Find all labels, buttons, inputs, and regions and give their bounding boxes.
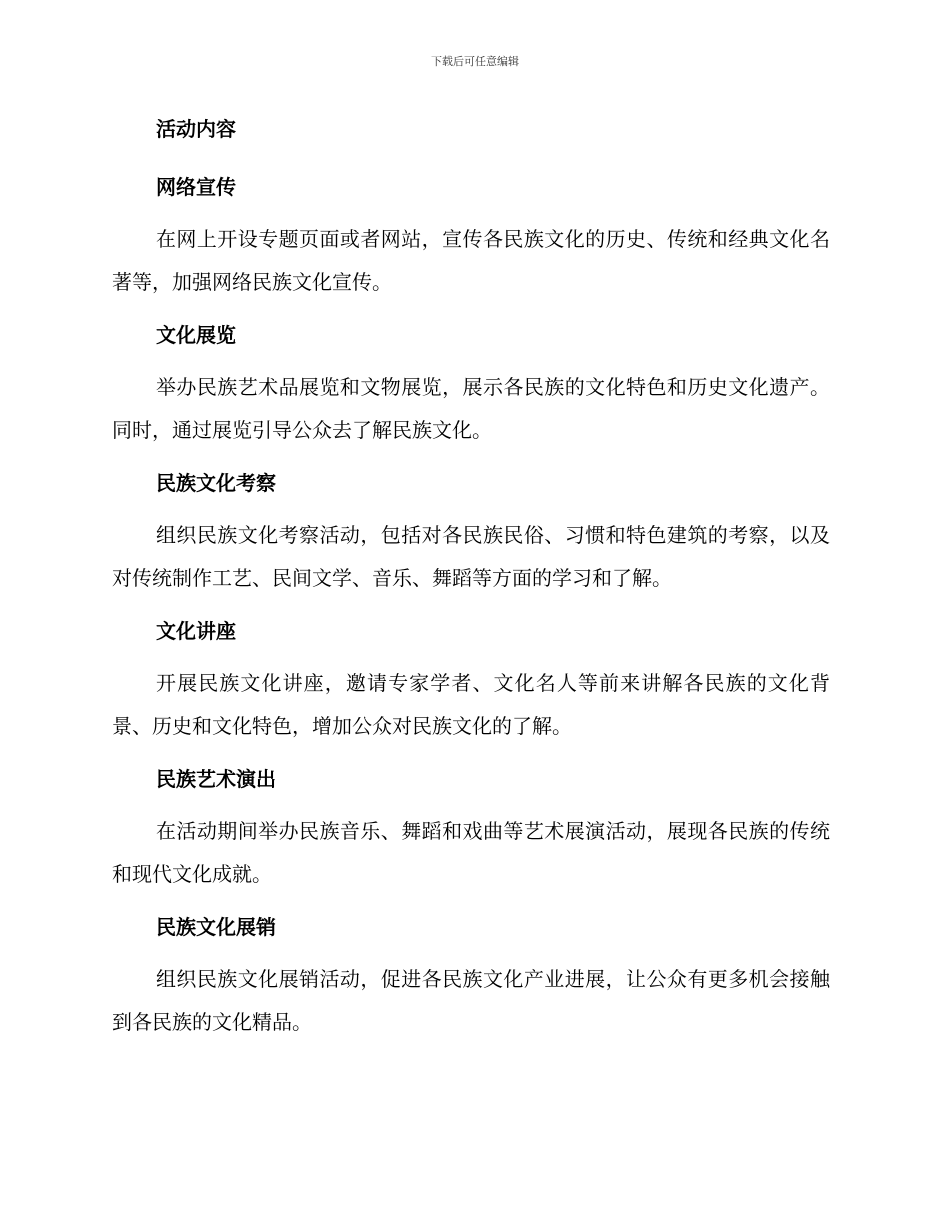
section-heading: 民族文化展销	[156, 915, 276, 939]
section-culture-study-tour	[112, 466, 830, 600]
section-culture-sales-exhibition	[112, 910, 830, 1044]
section-paragraph: 组织民族文化展销活动，促进各民族文化产业进展，让公众有更多机会接触到各民族的文化精品。	[112, 967, 830, 1034]
document-body	[112, 112, 830, 1058]
section-heading: 文化讲座	[156, 619, 236, 643]
section-paragraph: 在活动期间举办民族音乐、舞蹈和戏曲等艺术展演活动，展现各民族的传统和现代文化成就。	[112, 819, 830, 886]
section-heading: 民族文化考察	[156, 471, 276, 495]
section-paragraph: 在网上开设专题页面或者网站，宣传各民族文化的历史、传统和经典文化名著等，加强网络民族文化宣传。	[112, 227, 830, 294]
section-heading: 民族艺术演出	[156, 767, 276, 791]
section-paragraph: 组织民族文化考察活动，包括对各民族民俗、习惯和特色建筑的考察，以及对传统制作工艺、民间文学、音乐、舞蹈等方面的学习和了解。	[112, 523, 830, 590]
section-paragraph: 举办民族艺术品展览和文物展览，展示各民族的文化特色和历史文化遗产。同时，通过展览引导公众去了解民族文化。	[112, 375, 830, 442]
section-art-performance	[112, 762, 830, 896]
document-title: 活动内容	[156, 117, 236, 141]
section-culture-exhibition	[112, 318, 830, 452]
section-heading: 网络宣传	[156, 175, 236, 199]
page-header-note: 下载后可任意编辑	[431, 55, 519, 68]
section-paragraph: 开展民族文化讲座，邀请专家学者、文化名人等前来讲解各民族的文化背景、历史和文化特色，增加公众对民族文化的了解。	[112, 671, 830, 738]
section-network-promotion	[112, 170, 830, 304]
section-heading: 文化展览	[156, 323, 236, 347]
section-culture-lecture	[112, 614, 830, 748]
